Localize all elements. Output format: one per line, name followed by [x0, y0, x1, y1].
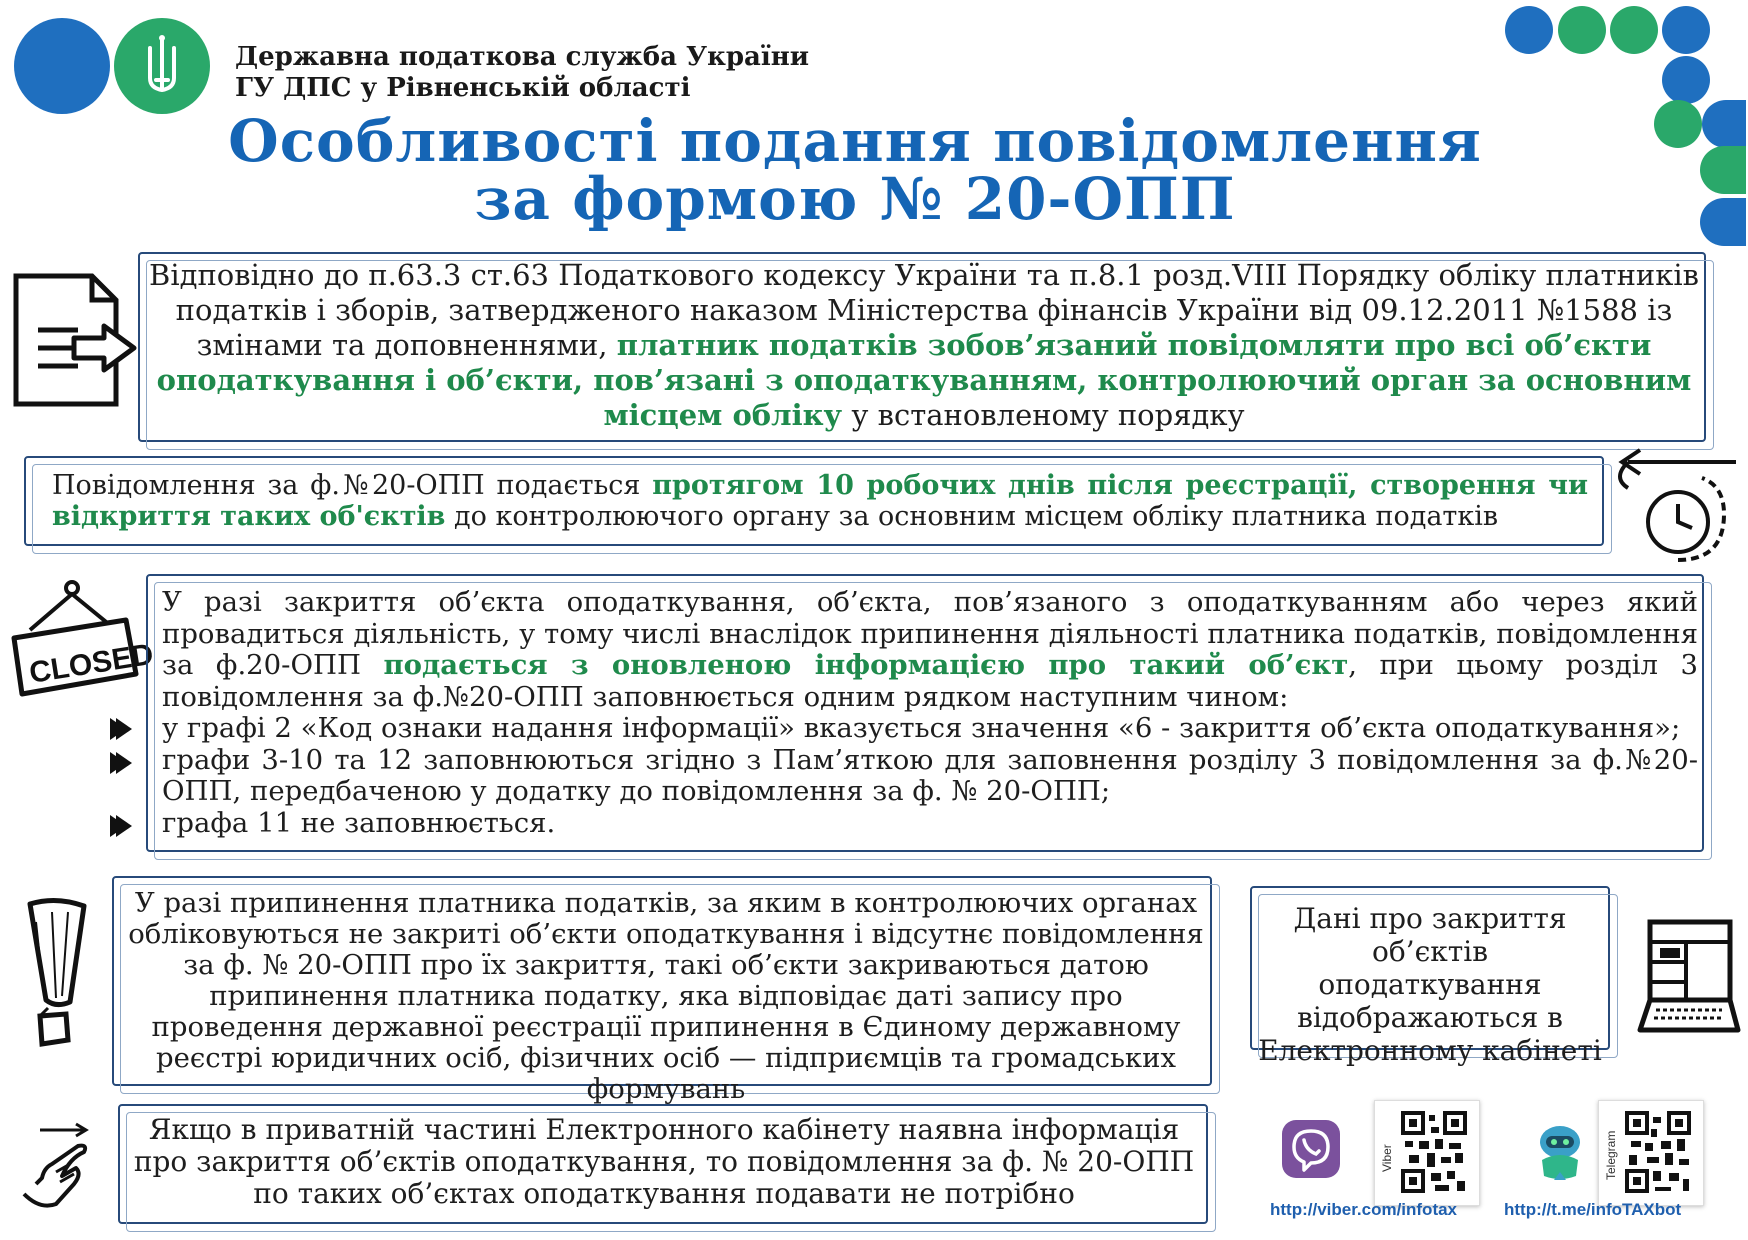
title-line-2: за формою № 20-ОПП [474, 165, 1236, 233]
legal-basis-text [146, 258, 1702, 433]
closed-sign-icon [8, 580, 156, 704]
bullet-arrow-icon [110, 718, 126, 740]
decor-circle [1700, 198, 1746, 246]
list-item: графа 11 не заповнюється. [162, 806, 556, 839]
telegram-qr-label: Telegram [1604, 1130, 1618, 1180]
organization-name [235, 42, 809, 104]
decor-circle [1702, 100, 1746, 148]
exclamation-icon [22, 898, 92, 1048]
emblem-circle [114, 18, 210, 114]
closing-text [162, 587, 1698, 839]
org-line-1: Державна податкова служба України [235, 42, 810, 72]
deadline-highlight: протягом 10 робочих днів після реєстрації, створення чи відкриття таких об'єктів [52, 470, 1589, 532]
list-item: у графі 2 «Код ознаки надання інформації» вказується значення «6 - закриття об’єкта оподаткування»; [162, 712, 1681, 744]
decor-circle [1700, 146, 1746, 194]
legal-basis-highlight: платник податків зобов’язаний повідомляти про всі об’єкти оподаткування і об’єкти, пов’язані з оподаткуванням, контролюючий орган за основним місцем обліку [156, 328, 1692, 432]
closing-highlight: подається з оновленою інформацією про такий об’єкт [383, 649, 1349, 681]
decor-circle [1662, 56, 1710, 104]
decor-circle [1505, 6, 1553, 54]
ecabinet-info-text: Якщо в приватній частині Електронного кабінету наявна інформація про закриття об’єктів оподаткування, то повідомлення за ф. № 20-ОПП по таких об’єктах оподаткування подавати не потрібно [133, 1113, 1195, 1210]
deadline-intro: Повідомлення за ф.№20-ОПП подається [52, 470, 653, 501]
deadline-text [52, 470, 1588, 532]
org-line-2: ГУ ДПС у Рівненській області [235, 73, 691, 103]
decor-circle [1662, 6, 1710, 54]
clock-return-icon [1606, 448, 1746, 568]
closing-intro: У разі закриття об’єкта оподаткування, об’єкта, пов’язаного з оподаткуванням або через який провадиться діяльність, у тому числі внаслідок припинення діяльності платника податків, повідомлення за ф.20-ОПП [162, 586, 1698, 681]
telegram-link[interactable]: http://t.me/infoTAXbot [1504, 1200, 1682, 1219]
closing-ending: , при цьому розділ 3 повідомлення за ф.№20-ОПП заповнюється одним рядком наступним чином: [162, 649, 1698, 713]
page-title [200, 107, 1510, 233]
deadline-ending: до контролюючого органу за основним місцем обліку платника податків [445, 501, 1499, 532]
list-item: графи 3-10 та 12 заповнюються згідно з Пам’яткою для заповнення розділу 3 повідомлення за ф.№20-ОПП, передбаченою у додатку до повідомлення за ф. № 20-ОПП; [162, 743, 1698, 807]
decor-circle [1558, 6, 1606, 54]
trident-icon [114, 18, 210, 114]
telegram-bot-icon[interactable] [1530, 1120, 1590, 1186]
decor-circle [1654, 100, 1702, 148]
laptop-icon [1636, 918, 1742, 1034]
closed-sign-text: CLOSED [27, 637, 156, 690]
decor-circle [1610, 6, 1658, 54]
legal-basis-intro: Відповідно до п.63.3 ст.63 Податкового кодексу України та п.8.1 розд.VIII Порядку обліку платників податків і зборів, затвердженого наказом Міністерства фінансів України від 09.12.2011 №1588 із змінами та доповненнями, [149, 258, 1699, 362]
document-export-icon [12, 272, 142, 408]
pointing-hand-icon [22, 1124, 94, 1212]
viber-link[interactable]: http://viber.com/infotax [1270, 1200, 1458, 1219]
title-line-1: Особливості подання повідомлення [228, 107, 1482, 175]
legal-basis-ending: у встановленому порядку [842, 398, 1245, 432]
ecabinet-text: Дані про закриття об’єктів оподаткування відображаються в Електронному кабінеті [1258, 902, 1602, 1067]
viber-qr-label: Viber [1380, 1144, 1394, 1172]
bullet-arrow-icon [110, 752, 126, 774]
termination-text: У разі припинення платника податків, за яким в контролюючих органах обліковуються не закриті об’єкти оподаткування і відсутнє повідомлення за ф. № 20-ОПП про їх закриття, такі об’єкти закриваються датою припинення платника податку, яка відповідає даті запису про проведення державної реєстрації припинення в Єдиному державному реєстрі юридичних осіб, фізичних осіб — підприємців та громадських формувань [128, 887, 1204, 1105]
bullet-arrow-icon [110, 815, 126, 837]
viber-logo-icon[interactable] [1282, 1120, 1340, 1178]
decor-circle [14, 18, 110, 114]
